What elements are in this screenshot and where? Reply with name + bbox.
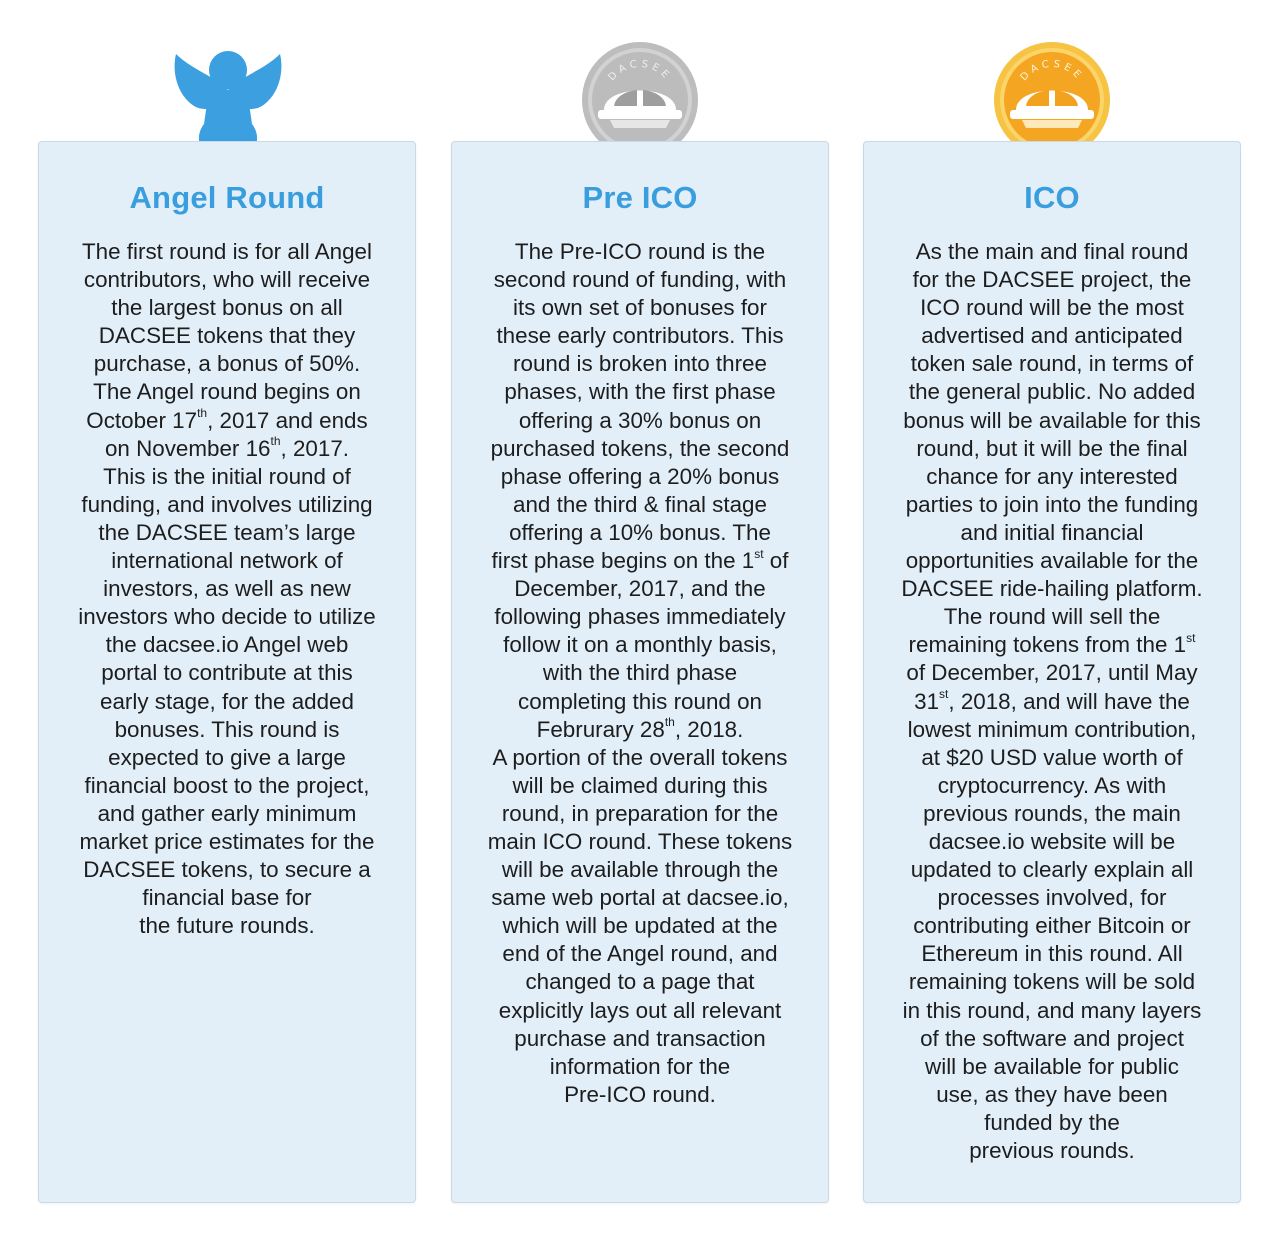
text-line: A portion of the overall tokens [492,744,788,770]
text-line: lowest minimum contribution, [907,716,1197,742]
text-line: the dacsee.io Angel web [105,632,349,658]
text-line: previous rounds. [969,1138,1135,1163]
text-line: round, but it will be the final [916,435,1188,461]
text-line: bonuses. This round is [114,716,340,742]
text-line: 31st, 2018, and will have the [914,687,1190,714]
text-line: following phases immediately [494,604,786,630]
text-line: chance for any interested [926,463,1178,489]
text-line: of December, 2017, until May [906,660,1198,686]
text-line: round is broken into three [513,351,767,377]
card-body [53,238,401,940]
text-line: The first round is for all Angel [82,239,372,264]
text-line: As the main and final round [915,239,1189,264]
text-line: bonus will be available for this [903,407,1201,433]
svg-text:DACSEE: DACSEE [1018,58,1086,84]
text-line: dacsee.io website will be [928,828,1176,854]
text-line: use, as they have been [936,1081,1168,1107]
text-line: main ICO round. These tokens [487,828,793,854]
text-line: which will be updated at the [502,913,778,939]
text-line: investors, as well as new [103,576,351,602]
text-line: offering a 30% bonus on [518,407,762,433]
text-line: first phase begins on the 1st of [491,546,789,574]
text-line: and initial financial [960,519,1144,545]
text-line: funded by the [984,1109,1120,1135]
text-line: portal to contribute at this [101,660,353,686]
svg-text:DACSEE: DACSEE [606,58,674,84]
text-line: Ethereum in this round. All [921,941,1183,967]
text-line: same web portal at dacsee.io, [491,885,789,911]
card-title: Pre ICO [582,180,698,215]
text-line: DACSEE tokens, to secure a [83,857,371,883]
text-line: end of the Angel round, and [502,941,778,967]
text-line: and gather early minimum [97,800,357,826]
text-line: offering a 10% bonus. The [509,519,771,545]
text-line: follow it on a monthly basis, [503,632,777,658]
text-line: information for the [549,1053,731,1079]
text-line: token sale round, in terms of [910,351,1194,377]
text-line: purchase and transaction [514,1025,766,1051]
text-line: at $20 USD value worth of [921,744,1183,770]
ico-card [863,141,1241,1203]
text-line: December, 2017, and the [514,576,766,602]
text-line: expected to give a large [108,744,346,770]
text-line: international network of [111,548,343,574]
angel-round-card [38,141,416,1203]
text-line: The Angel round begins on [93,379,361,405]
text-line: previous rounds, the main [923,800,1181,826]
text-line: market price estimates for the [79,828,375,854]
text-line: Pre-ICO round. [564,1081,716,1107]
text-line: changed to a page that [525,969,755,995]
text-line: contributing either Bitcoin or [913,913,1191,939]
text-line: these early contributors. This [496,323,784,349]
text-line: in this round, and many layers [902,997,1202,1023]
text-line: funding, and involves utilizing [81,491,373,517]
card-body [878,238,1226,1165]
text-line: cryptocurrency. As with [937,772,1167,798]
text-line: updated to clearly explain all [910,857,1194,883]
card-title: ICO [1024,180,1080,215]
text-line: parties to join into the funding [905,491,1199,517]
card-body [466,238,814,1109]
text-line: will be available for public [925,1053,1179,1079]
text-line: financial boost to the project, [84,772,370,798]
text-line: and the third & final stage [513,491,767,517]
pre-ico-card [451,141,829,1203]
text-line: will be available through the [501,857,779,883]
text-line: will be claimed during this [512,772,768,798]
text-line: the general public. No added [908,379,1196,405]
text-line: the largest bonus on all [111,295,343,321]
text-line: purchased tokens, the second [490,435,790,461]
text-line: the future rounds. [139,913,315,939]
text-line: remaining tokens will be sold [908,969,1196,995]
text-line: purchase, a bonus of 50%. [93,351,361,377]
text-line: Februrary 28th, 2018. [536,715,744,742]
text-line: contributors, who will receive [83,267,371,293]
text-line: completing this round on [518,688,762,714]
text-line: The Pre-ICO round is the [514,239,766,264]
text-line: processes involved, for [937,885,1167,911]
text-line: explicitly lays out all relevant [498,997,782,1023]
text-line: DACSEE tokens that they [98,323,356,349]
text-line: remaining tokens from the 1st [908,630,1196,658]
card-title: Angel Round [129,180,325,215]
text-line: financial base for [142,885,312,911]
text-line: The round will sell the [943,604,1161,630]
text-line: its own set of bonuses for [513,295,767,321]
text-line: round, in preparation for the [501,800,779,826]
text-line: second round of funding, with [493,267,787,293]
text-line: opportunities available for the [905,548,1199,574]
text-line: phase offering a 20% bonus [500,463,780,489]
text-line: phases, with the first phase [504,379,776,405]
text-line: with the third phase [542,660,738,686]
angel-icon [172,48,284,154]
text-line: advertised and anticipated [921,323,1183,349]
text-line: This is the initial round of [103,463,351,489]
text-line: of the software and project [920,1025,1184,1051]
text-line: DACSEE ride-hailing platform. [901,576,1203,602]
text-line: the DACSEE team’s large [98,519,356,545]
text-line: for the DACSEE project, the [912,267,1192,293]
text-line: October 17th, 2017 and ends [86,406,368,433]
text-line: ICO round will be the most [920,295,1184,321]
text-line: early stage, for the added [100,688,354,714]
text-line: on November 16th, 2017. [104,434,350,461]
text-line: investors who decide to utilize [78,604,376,630]
